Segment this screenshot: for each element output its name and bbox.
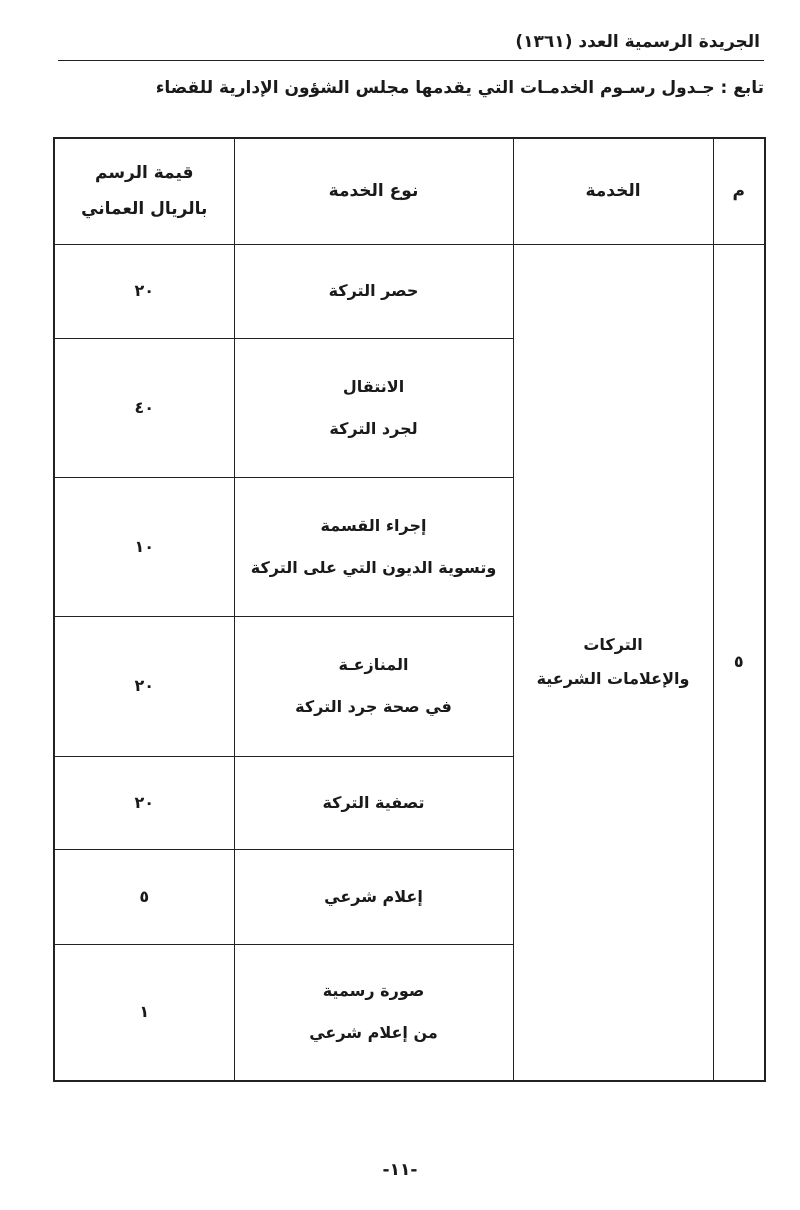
header-divider: [58, 60, 764, 61]
service-type-line-2: من إعلام شرعي: [309, 1023, 438, 1043]
fee-cell: [54, 849, 234, 944]
service-fees-table: [53, 137, 766, 1082]
fee-value: ٥: [139, 886, 150, 906]
service-type-cell: [234, 849, 513, 944]
service-type-line-1: الانتقال: [342, 376, 405, 396]
fee-cell: [54, 477, 234, 616]
service-type-text: حصر التركة: [328, 281, 419, 300]
service-type-cell: [234, 756, 513, 849]
service-name-line-1: التركات: [583, 635, 643, 655]
column-header-service: الخدمة: [513, 138, 713, 244]
fee-value: ٢٠: [134, 676, 155, 695]
service-type-line-2: لجرد التركة: [329, 418, 418, 438]
fee-value: ٢٠: [134, 281, 155, 300]
service-type-text: إعلام شرعي: [324, 886, 423, 906]
fee-value: ٢٠: [134, 792, 155, 812]
fee-cell: [54, 244, 234, 338]
gazette-header-title: الجريدة الرسمية العدد (١٣٦١): [515, 32, 760, 52]
fee-value: ١٠: [134, 536, 155, 556]
fee-cell: [54, 616, 234, 756]
service-type-line-1: إجراء القسمة: [320, 515, 427, 535]
service-type-line-2: وتسوية الديون التي على التركة: [250, 557, 497, 577]
service-type-line-1: المنازعـة: [338, 655, 409, 674]
table-header-row: [54, 138, 765, 244]
fee-header-line-1: قيمة الرسم: [94, 163, 194, 184]
row-group-service-cell: [513, 244, 713, 1081]
service-type-cell: [234, 338, 513, 477]
fee-value: ١: [139, 1002, 150, 1022]
service-name-line-2: والإعلامات الشرعية: [536, 669, 690, 689]
table-row: [54, 244, 765, 338]
service-type-cell: [234, 244, 513, 338]
column-header-fee: [54, 138, 234, 244]
fee-value: ٤٠: [134, 397, 155, 417]
fee-header-line-2: بالريال العماني: [81, 199, 208, 220]
service-type-cell: [234, 944, 513, 1081]
fee-cell: [54, 338, 234, 477]
row-group-number: ٥: [733, 652, 744, 672]
column-header-service-type: نوع الخدمة: [234, 138, 513, 244]
service-type-line-1: صورة رسمية: [322, 981, 425, 1001]
table-caption: تابع : جـدول رسـوم الخدمـات التي يقدمها مجلس الشؤون الإدارية للقضاء: [155, 78, 764, 98]
fee-cell: [54, 944, 234, 1081]
column-header-number: م: [713, 138, 765, 244]
service-type-text: تصفية التركة: [322, 792, 425, 812]
service-type-cell: [234, 616, 513, 756]
fee-cell: [54, 756, 234, 849]
service-type-cell: [234, 477, 513, 616]
page-number: -١١-: [382, 1160, 418, 1180]
row-group-number-cell: [713, 244, 765, 1081]
service-type-line-2: في صحة جرد التركة: [295, 697, 452, 716]
